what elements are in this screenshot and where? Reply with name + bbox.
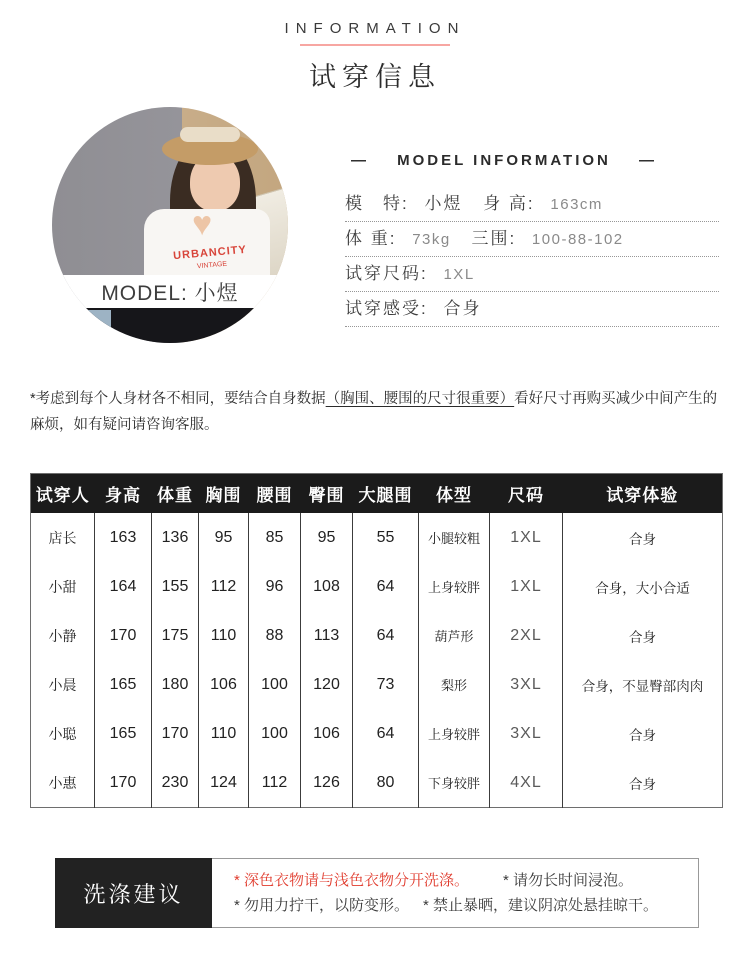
col-bust: 胸围 [199,474,249,514]
tryon-feel-value: 合身 [443,299,482,318]
model-info-rows [345,187,719,327]
table-row [31,660,723,709]
height-value: 163cm [550,196,603,213]
cell: 120 [301,660,353,709]
cell: 165 [95,709,152,758]
dash-right: — [639,152,657,169]
cell: 100 [249,709,301,758]
cell: 店长 [31,513,95,562]
table-row [31,709,723,758]
cell: 小静 [31,611,95,660]
cell: 1XL [490,562,563,611]
tryon-feel-label: 试穿感受: [345,299,428,318]
col-weight: 体重 [152,474,199,514]
cell: 110 [199,611,249,660]
cell: 2XL [490,611,563,660]
model-info-title: MODEL INFORMATION [397,152,611,169]
col-size: 尺码 [490,474,563,514]
cell: 小晨 [31,660,95,709]
header-accent-line [300,44,450,46]
col-height: 身高 [95,474,152,514]
cell: 155 [152,562,199,611]
table-row [31,758,723,808]
col-tryon-person: 试穿人 [31,474,95,514]
cell: 100 [249,660,301,709]
cell: 上身较胖 [419,709,490,758]
col-experience: 试穿体验 [563,474,723,514]
cell: 3XL [490,660,563,709]
weight-value: 73kg [412,231,451,248]
cell: 小惠 [31,758,95,808]
cell: 108 [301,562,353,611]
shirt-print-text: URBANCITY [172,243,248,263]
dash-left: — [351,152,369,169]
page-title: 试穿信息 [309,62,441,92]
cell: 136 [152,513,199,562]
cell: 73 [353,660,419,709]
wash-tip-no-soak: * 请勿长时间浸泡。 [503,872,634,889]
cell: 小甜 [31,562,95,611]
heart-hands-icon: ♥ [192,205,213,243]
cell: 163 [95,513,152,562]
model-info-row-size [345,257,719,292]
cell: 124 [199,758,249,808]
model-label: 模 特: [345,194,409,213]
measurements-label: 三围: [471,229,517,248]
model-info-row-feel [345,292,719,327]
model-info-row-weight [345,222,719,257]
wash-tip-dark-colors: * 深色衣物请与浅色衣物分开洗涤。 [234,872,470,889]
cell: 葫芦形 [419,611,490,660]
cell: 230 [152,758,199,808]
cell: 95 [301,513,353,562]
cell: 112 [199,562,249,611]
cell: 合身，不显臀部肉肉 [581,678,704,694]
photo-denim-shape [84,310,111,341]
cell: 1XL [490,513,563,562]
disclaimer-part1: *考虑到每个人身材各不相同，要结合自身数据 [30,391,326,407]
washing-suggestion-content [212,858,699,928]
cell: 梨形 [419,660,490,709]
cell: 64 [353,611,419,660]
cell: 80 [353,758,419,808]
cell: 小腿较粗 [419,513,490,562]
model-info-header [351,152,657,169]
model-info-row-height [345,187,719,222]
model-name-badge: MODEL: 小煜 [52,275,288,308]
table-row [31,611,723,660]
cell: 合身 [629,727,656,743]
col-thigh: 大腿围 [353,474,419,514]
model-value: 小煜 [424,194,463,213]
wash-line-2 [234,893,698,918]
cell: 64 [353,709,419,758]
cell: 96 [249,562,301,611]
cell: 3XL [490,709,563,758]
disclaimer-part2: 看好尺寸再购买减少中间产生的麻烦，如有疑问请咨询客服。 [30,391,718,433]
cell: 180 [152,660,199,709]
visor-band-shape [180,127,240,142]
tryon-size-value: 1XL [443,266,475,283]
cell: 4XL [490,758,563,808]
wash-line-1 [234,868,698,893]
cell: 170 [95,611,152,660]
height-label: 身 高: [483,194,535,213]
tryon-size-label: 试穿尺码: [345,264,428,283]
measurements-value: 100-88-102 [531,231,624,248]
fit-table-header-row [31,474,723,514]
table-row [31,562,723,611]
cell: 55 [353,513,419,562]
fit-table-body [31,513,723,808]
cell: 165 [95,660,152,709]
washing-suggestion-title: 洗涤建议 [55,858,212,928]
cell: 合身 [629,629,656,645]
disclaimer-underlined: （胸围、腰围的尺寸很重要） [325,391,515,407]
wash-tip-no-sun: * 禁止暴晒，建议阴凉处悬挂晾干。 [423,897,659,914]
wash-tip-no-wring: * 勿用力拧干，以防变形。 [234,897,410,914]
page-header [0,20,750,94]
cell: 64 [353,562,419,611]
cell: 小聪 [31,709,95,758]
cell: 110 [199,709,249,758]
cell: 85 [249,513,301,562]
cell: 113 [301,611,353,660]
cell: 170 [152,709,199,758]
cell: 112 [249,758,301,808]
cell: 上身较胖 [419,562,490,611]
fit-table-head [31,474,723,514]
col-body-type: 体型 [419,474,490,514]
cell: 合身 [629,776,656,792]
washing-suggestion-section [55,858,699,928]
cell: 下身较胖 [419,758,490,808]
model-photo [52,107,288,343]
cell: 106 [301,709,353,758]
model-info-panel [345,152,719,327]
weight-label: 体 重: [345,229,397,248]
cell: 164 [95,562,152,611]
cell: 95 [199,513,249,562]
size-disclaimer [30,386,722,438]
shirt-print-subtext: VINTAGE [196,260,228,271]
header-title-en: INFORMATION [284,20,466,37]
col-hip: 臀围 [301,474,353,514]
cell: 合身 [629,531,656,547]
fit-table [30,473,723,808]
cell: 126 [301,758,353,808]
cell: 88 [249,611,301,660]
cell: 合身，大小合适 [595,580,690,596]
cell: 170 [95,758,152,808]
cell: 175 [152,611,199,660]
table-row [31,513,723,562]
cell: 106 [199,660,249,709]
col-waist: 腰围 [249,474,301,514]
